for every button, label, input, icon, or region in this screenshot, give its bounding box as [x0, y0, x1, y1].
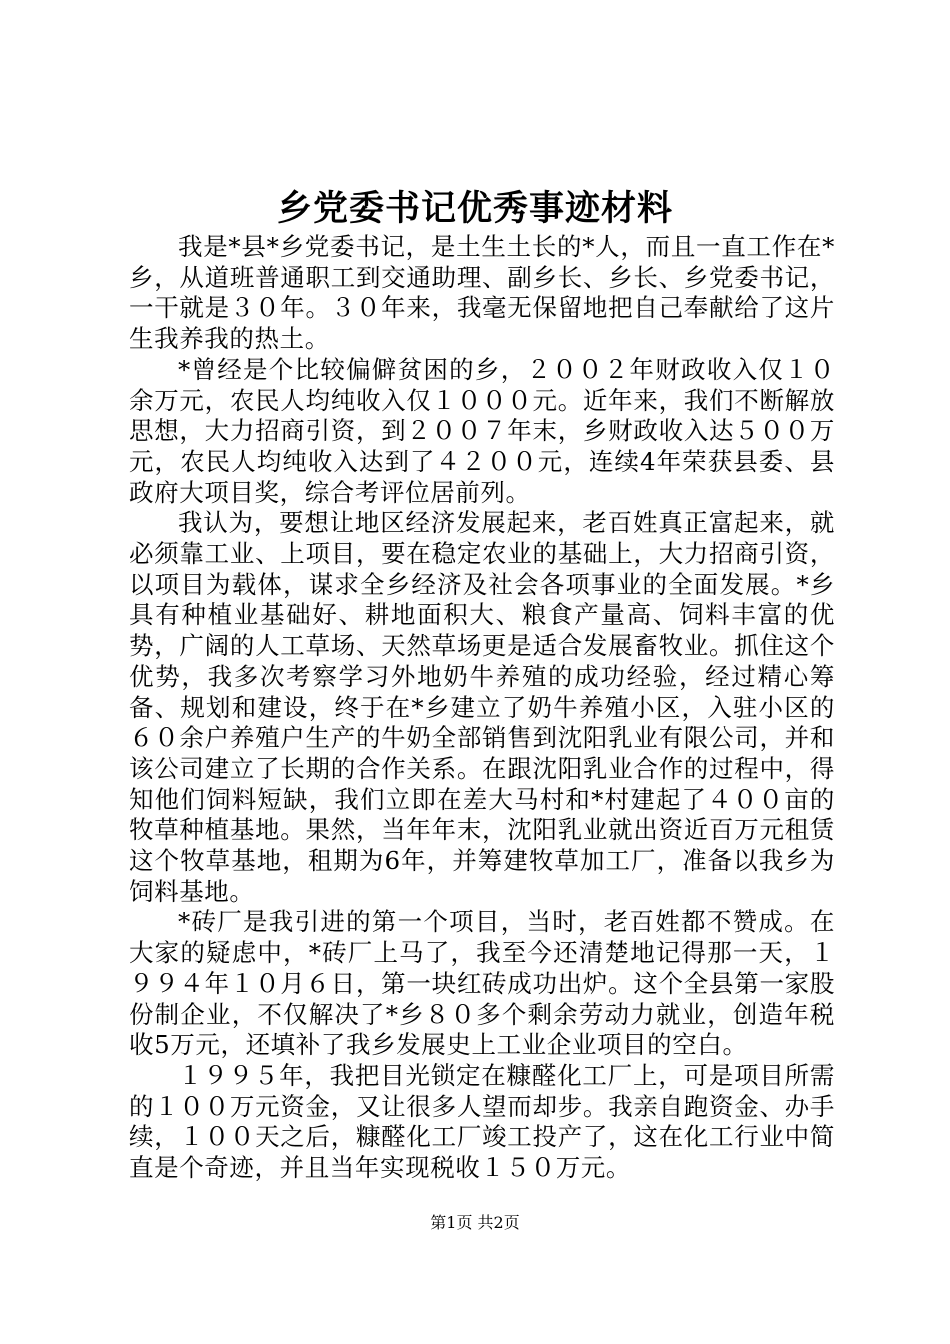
paragraph-4: *砖厂是我引进的第一个项目，当时，老百姓都不赞成。在大家的疑虑中，*砖厂上马了，我至今还清楚地记得那一天，１９９４年１０月６日，第一块红砖成功出炉。这个全县第一家股份制企业，不仅解决了*乡８０多个剩余劳动力就业，创造年税收5万元，还填补了我乡发展史上工业企业项目的空白。 [129, 907, 835, 1060]
page-number-footer: 第1页 共2页 [430, 1213, 520, 1232]
paragraph-5: １９９５年，我把目光锁定在糠醛化工厂上，可是项目所需的１００万元资金，又让很多人望而却步。我亲自跑资金、办手续，１００天之后，糠醛化工厂竣工投产了，这在化工行业中简直是个奇迹，并且当年实现税收１５０万元。 [129, 1060, 835, 1183]
document-title: 乡党委书记优秀事迹材料 [276, 188, 673, 229]
paragraph-1: 我是*县*乡党委书记，是土生土长的*人，而且一直工作在*乡，从道班普通职工到交通助理、副乡长、乡长、乡党委书记，一干就是３０年。３０年来，我毫无保留地把自己奉献给了这片生我养我的热土。 [129, 232, 835, 354]
paragraph-2: *曾经是个比较偏僻贫困的乡，２００２年财政收入仅１０余万元，农民人均纯收入仅１０００元。近年来，我们不断解放思想，大力招商引资，到２００７年末，乡财政收入达５００万元，农民人均纯收入达到了４２００元，连续4年荣获县委、县政府大项目奖，综合考评位居前列。 [129, 354, 835, 507]
document-body [129, 232, 835, 1184]
paragraph-3: 我认为，要想让地区经济发展起来，老百姓真正富起来，就必须靠工业、上项目，要在稳定农业的基础上，大力招商引资，以项目为载体，谋求全乡经济及社会各项事业的全面发展。*乡具有种植业基础好、耕地面积大、粮食产量高、饲料丰富的优势，广阔的人工草场、天然草场更是适合发展畜牧业。抓住这个优势，我多次考察学习外地奶牛养殖的成功经验，经过精心筹备、规划和建设，终于在*乡建立了奶牛养殖小区，入驻小区的６０余户养殖户生产的牛奶全部销售到沈阳乳业有限公司，并和该公司建立了长期的合作关系。在跟沈阳乳业合作的过程中，得知他们饲料短缺，我们立即在差大马村和*村建起了４００亩的牧草种植基地。果然，当年年末，沈阳乳业就出资近百万元租赁这个牧草基地，租期为6年，并筹建牧草加工厂，准备以我乡为饲料基地。 [129, 508, 835, 906]
